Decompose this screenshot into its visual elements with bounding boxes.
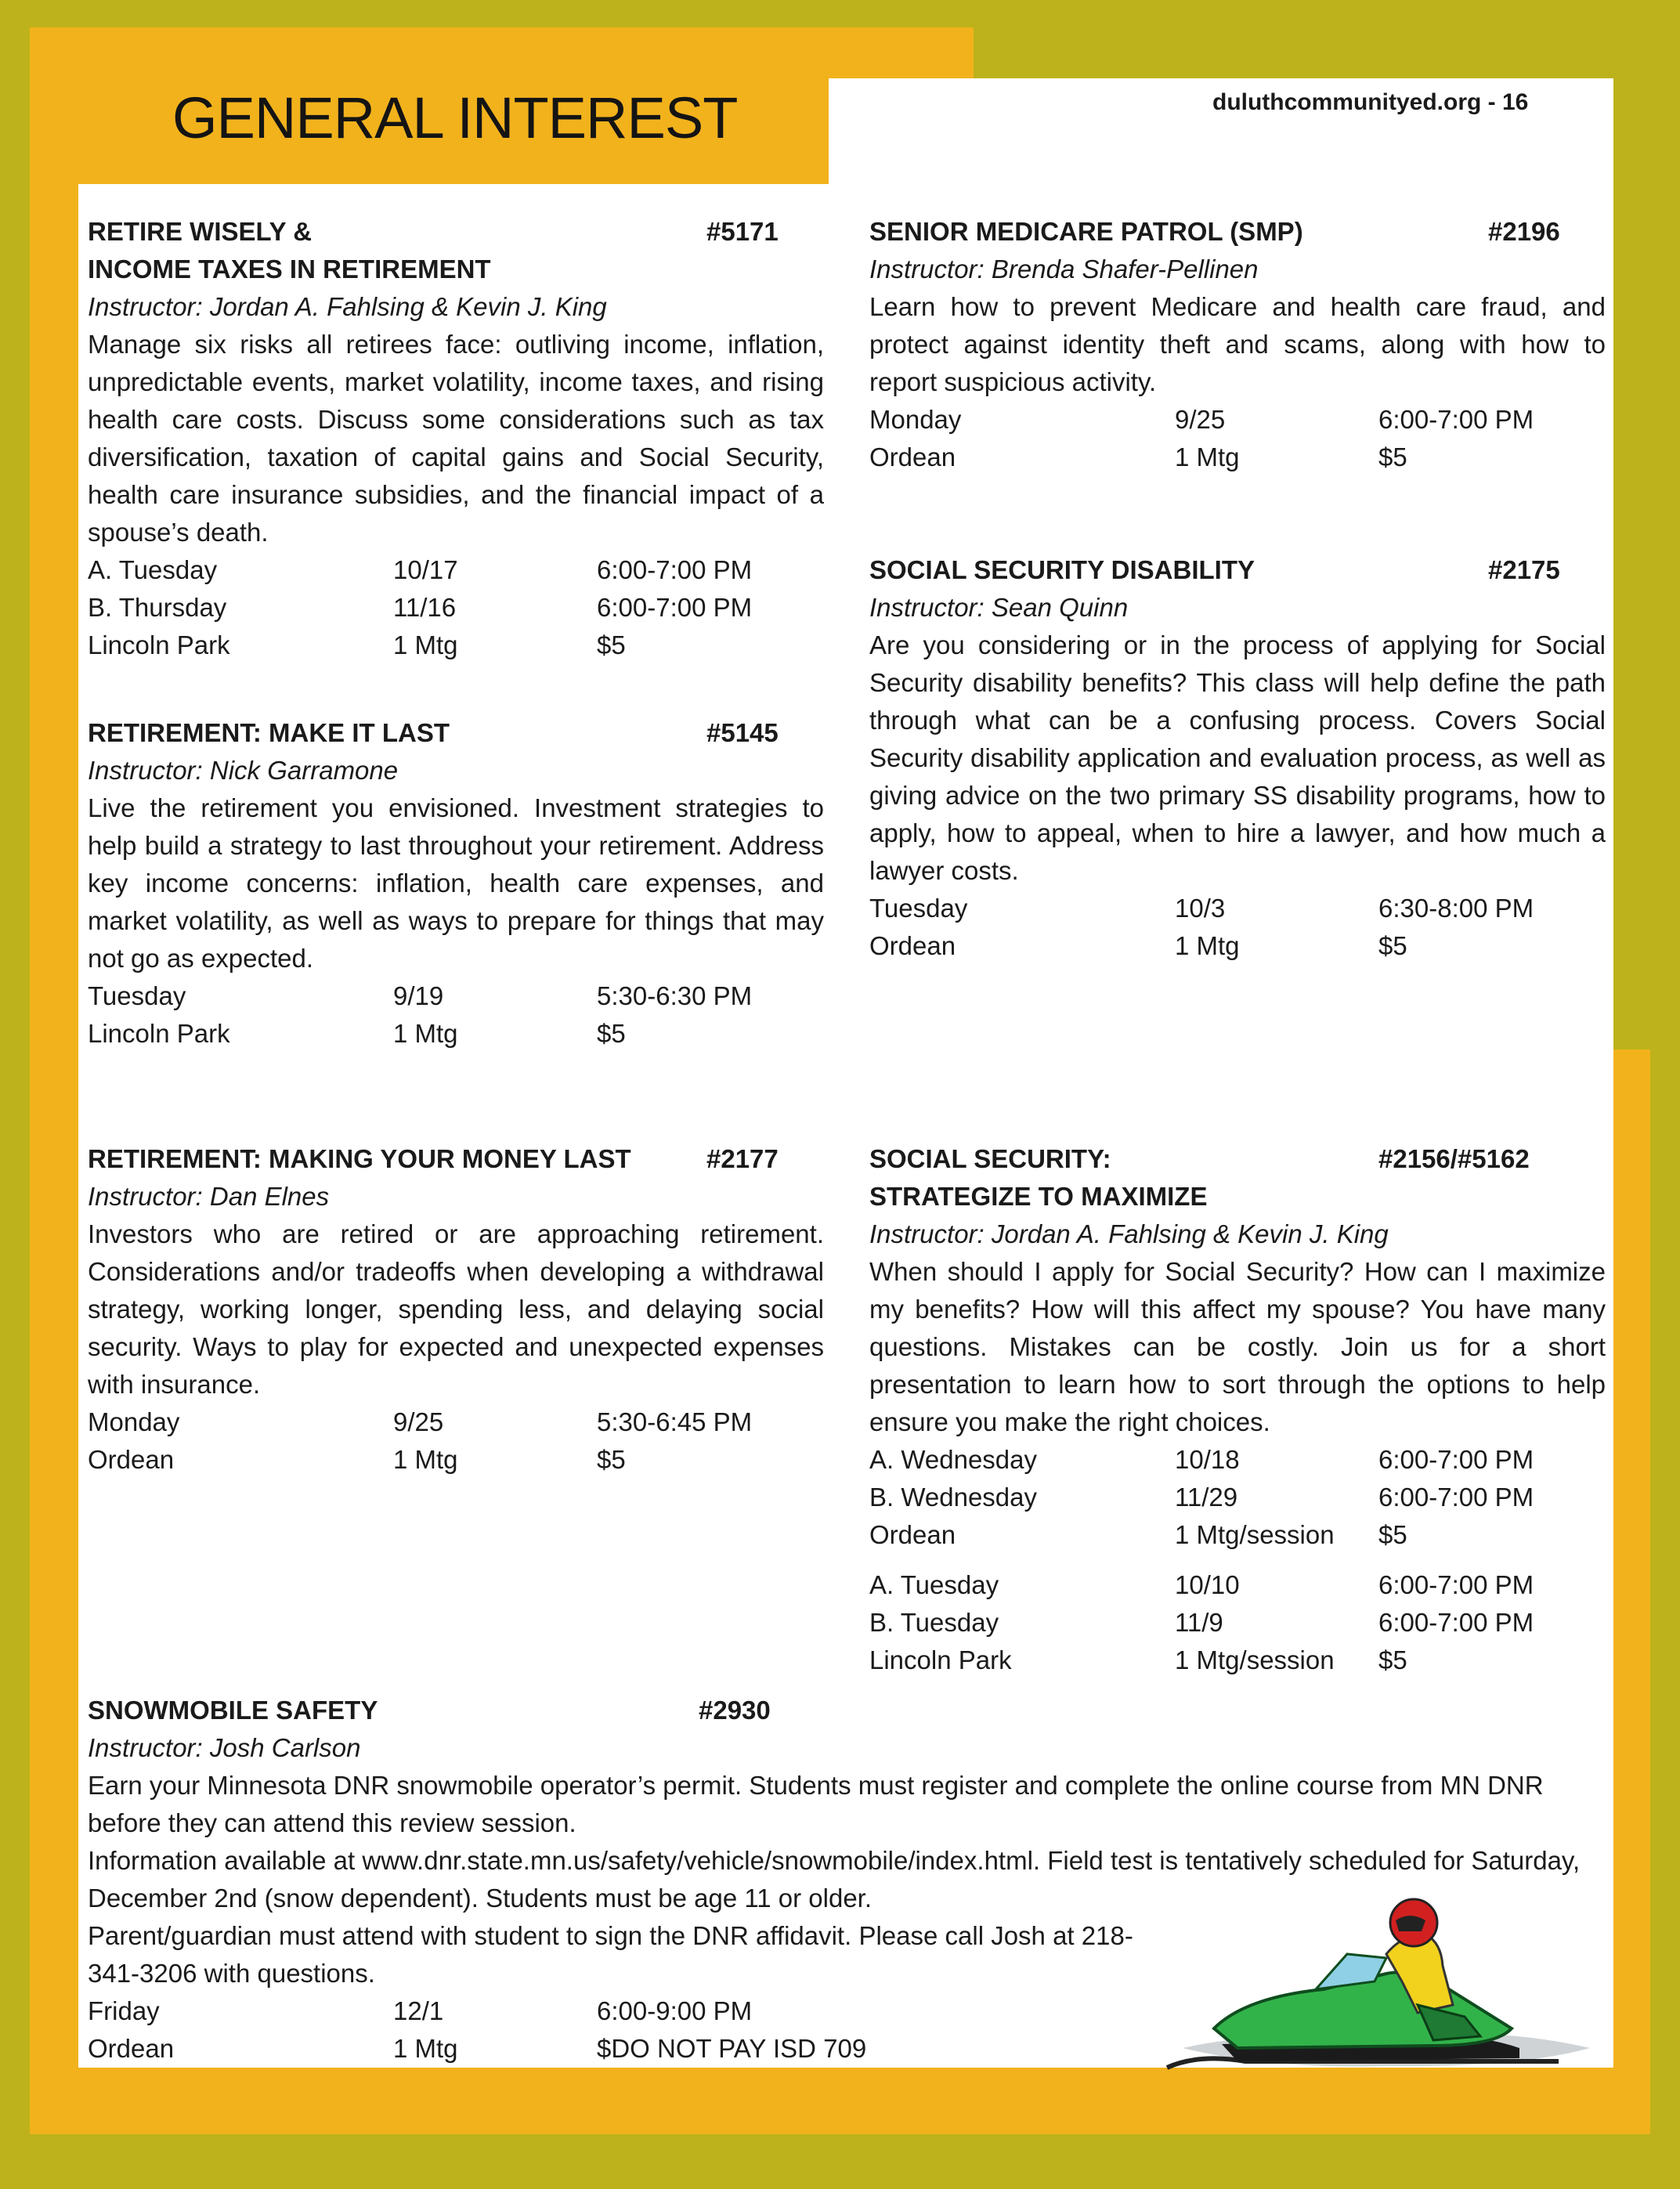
course-title-line: SOCIAL SECURITY: [869, 1144, 1111, 1173]
schedule-meetings: 1 Mtg [393, 1019, 458, 1048]
schedule-time: 6:00-7:00 PM [1378, 1445, 1534, 1474]
schedule-day: Monday [869, 405, 962, 434]
page-title: GENERAL INTEREST [172, 85, 738, 150]
schedule-row [88, 1403, 824, 1441]
course-instructor: Instructor: Jordan A. Fahlsing & Kevin J. King [88, 292, 607, 321]
course-title-line: RETIREMENT: MAKING YOUR MONEY LAST [88, 1144, 631, 1173]
schedule-meetings: 1 Mtg/session [1175, 1520, 1335, 1549]
course-ss-disability [869, 551, 1606, 965]
schedule-time: 6:00-7:00 PM [597, 593, 753, 622]
schedule-day: A. Tuesday [869, 1570, 999, 1599]
course-title-line: SNOWMOBILE SAFETY [88, 1696, 378, 1725]
schedule-fee: $5 [1378, 1520, 1407, 1549]
schedule-time: 6:00-7:00 PM [1378, 1570, 1534, 1599]
schedule-date: 11/9 [1175, 1608, 1223, 1637]
schedule-meetings: 1 Mtg [393, 2034, 458, 2063]
schedule-date: 9/25 [1175, 405, 1226, 434]
schedule-time: 6:00-7:00 PM [1378, 1483, 1534, 1512]
course-title-line: RETIRE WISELY & [88, 217, 313, 246]
schedule-time: 6:00-9:00 PM [597, 1996, 753, 2025]
schedule-day: Tuesday [88, 981, 186, 1010]
course-description: Investors who are retired or are approaching retirement. Considerations and/or tradeoffs when developing a withdrawal strategy, working longer, spending less, and delaying social security. Ways to play for expected and unexpected expenses with insurance. [88, 1219, 824, 1399]
schedule-day: Monday [88, 1407, 180, 1436]
schedule-time: 6:00-7:00 PM [597, 555, 753, 584]
schedule-time: 5:30-6:30 PM [597, 981, 753, 1010]
schedule-date: 10/3 [1175, 894, 1226, 923]
schedule-location: Lincoln Park [88, 630, 230, 659]
schedule-row [869, 1566, 1606, 1604]
schedule-row [869, 890, 1606, 927]
schedule-row [88, 627, 824, 664]
course-number: #2175 [1488, 555, 1560, 584]
schedule-fee: $5 [1378, 931, 1407, 960]
course-title [869, 213, 1606, 251]
schedule-row [869, 1516, 1606, 1554]
schedule-row [88, 589, 824, 627]
schedule-time: 5:30-6:45 PM [597, 1407, 753, 1436]
schedule-day: A. Tuesday [88, 555, 218, 584]
schedule-row [869, 927, 1606, 965]
schedule-date: 9/19 [393, 981, 444, 1010]
course-make-it-last [88, 714, 824, 1053]
course-title [88, 213, 824, 251]
course-description: Parent/guardian must attend with student to sign the DNR affidavit. Please call Josh at 218-341-3206 with questions. [88, 1921, 1133, 1988]
course-description: Live the retirement you envisioned. Investment strategies to help build a strategy to last throughout your retirement. Address key income concerns: inflation, health care expenses, and market volatility, as well as ways to prepare for things that may not go as expected. [88, 793, 824, 973]
course-money-last [88, 1140, 824, 1479]
course-instructor: Instructor: Dan Elnes [88, 1182, 330, 1211]
course-title-line: SENIOR MEDICARE PATROL (SMP) [869, 217, 1303, 246]
schedule-row [869, 1479, 1606, 1516]
schedule-date: 11/16 [393, 593, 457, 622]
schedule-fee: $5 [597, 1445, 626, 1474]
schedule-location: Ordean [869, 1520, 956, 1549]
course-number: #2196 [1488, 217, 1560, 246]
schedule-meetings: 1 Mtg [1175, 442, 1240, 471]
course-title-line: RETIREMENT: MAKE IT LAST [88, 718, 450, 747]
schedule-meetings: 1 Mtg [393, 630, 458, 659]
schedule-row [869, 1642, 1606, 1679]
schedule-location: Lincoln Park [88, 1019, 230, 1048]
course-description: When should I apply for Social Security? How can I maximize my benefits? How will this affect my spouse? You have many questions. Mistakes can be costly. Join us for a short presentation to learn how to sort through the options to help ensure you make the right choices. [869, 1257, 1606, 1436]
site-page-label: duluthcommunityed.org - 16 [1212, 89, 1529, 115]
course-retire-wisely [88, 213, 824, 664]
snowmobile-illustration [1151, 1880, 1621, 2083]
schedule-fee: $5 [1378, 442, 1407, 471]
schedule-location: Ordean [88, 1445, 175, 1474]
schedule-fee: $DO NOT PAY ISD 709 [597, 2034, 867, 2063]
course-description: Are you considering or in the process of applying for Social Security disability benefits? This class will help define the path through what can be a confusing process. Covers Social Security disability application and evaluation process, as well as giving advice on the two primary SS disability programs, how to apply, how to appeal, when to hire a lawyer, and how much a lawyer costs. [869, 630, 1606, 885]
schedule-location: Ordean [869, 442, 956, 471]
schedule-day: A. Wednesday [869, 1445, 1038, 1474]
course-title [88, 1692, 1591, 1729]
schedule-meetings: 1 Mtg/session [1175, 1645, 1335, 1674]
schedule-time: 6:00-7:00 PM [1378, 405, 1534, 434]
course-description: Manage six risks all retirees face: outliving income, inflation, unpredictable events, market volatility, income taxes, and rising health care costs. Discuss some considerations such as tax diversification, taxation of capital gains and Social Security, health care insurance subsidies, and the financial impact of a spouse’s death. [88, 330, 824, 547]
course-description: Earn your Minnesota DNR snowmobile operator’s permit. Students must register and complete the online course from MN DNR before they can attend this review session. [88, 1771, 1544, 1837]
schedule-row [869, 439, 1606, 476]
schedule-meetings: 1 Mtg [1175, 931, 1240, 960]
schedule-date: 9/25 [393, 1407, 444, 1436]
course-instructor: Instructor: Brenda Shafer-Pellinen [869, 255, 1259, 284]
schedule-row [869, 1604, 1606, 1642]
border-strip-orange-left [30, 27, 78, 2134]
schedule-date: 10/17 [393, 555, 458, 584]
schedule-time: 6:30-8:00 PM [1378, 894, 1534, 923]
schedule-day: Tuesday [869, 894, 968, 923]
schedule-row [869, 1441, 1606, 1479]
course-title [869, 1140, 1606, 1178]
schedule-location: Ordean [869, 931, 956, 960]
schedule-row [88, 1441, 824, 1479]
course-number: #2156/#5162 [1378, 1144, 1530, 1173]
course-number: #2930 [699, 1696, 771, 1725]
schedule-location: Lincoln Park [869, 1645, 1012, 1674]
course-smp [869, 213, 1606, 476]
schedule-day: B. Thursday [88, 593, 227, 622]
course-description: Information available at www.dnr.state.mn.us/safety/vehicle/snowmobile/index.html. Field test is tentatively scheduled for Saturday, December 2nd (snow dependent). Students must be age 11 or older. [88, 1846, 1581, 1913]
spacer [869, 1554, 1606, 1566]
course-title-line: INCOME TAXES IN RETIREMENT [88, 255, 491, 284]
schedule-time: 6:00-7:00 PM [1378, 1608, 1534, 1637]
course-title-line: SOCIAL SECURITY DISABILITY [869, 555, 1255, 584]
schedule-fee: $5 [1378, 1645, 1407, 1674]
schedule-row [869, 401, 1606, 439]
schedule-row [88, 1015, 824, 1053]
schedule-row [88, 551, 824, 589]
schedule-date: 10/10 [1175, 1570, 1240, 1599]
schedule-date: 11/29 [1175, 1483, 1238, 1512]
schedule-fee: $5 [597, 630, 626, 659]
course-title [869, 551, 1606, 589]
course-description: Learn how to prevent Medicare and health care fraud, and protect against identity theft and scams, along with how to report suspicious activity. [869, 292, 1606, 396]
schedule-meetings: 1 Mtg [393, 1445, 458, 1474]
course-instructor: Instructor: Jordan A. Fahlsing & Kevin J. King [869, 1219, 1389, 1248]
course-number: #5171 [706, 217, 779, 246]
course-instructor: Instructor: Josh Carlson [88, 1733, 361, 1762]
schedule-location: Ordean [88, 2034, 175, 2063]
schedule-day: Friday [88, 1996, 160, 2025]
course-number: #2177 [706, 1144, 779, 1173]
schedule-row [88, 977, 824, 1015]
schedule-date: 12/1 [393, 1996, 444, 2025]
schedule-date: 10/18 [1175, 1445, 1240, 1474]
course-title [88, 714, 824, 752]
course-number: #5145 [706, 718, 779, 747]
schedule-day: B. Wednesday [869, 1483, 1038, 1512]
course-ss-maximize [869, 1140, 1606, 1679]
schedule-fee: $5 [597, 1019, 626, 1048]
course-instructor: Instructor: Nick Garramone [88, 756, 399, 785]
course-title-line: STRATEGIZE TO MAXIMIZE [869, 1182, 1208, 1211]
schedule-day: B. Tuesday [869, 1608, 999, 1637]
course-title [88, 1140, 824, 1178]
course-instructor: Instructor: Sean Quinn [869, 593, 1129, 622]
